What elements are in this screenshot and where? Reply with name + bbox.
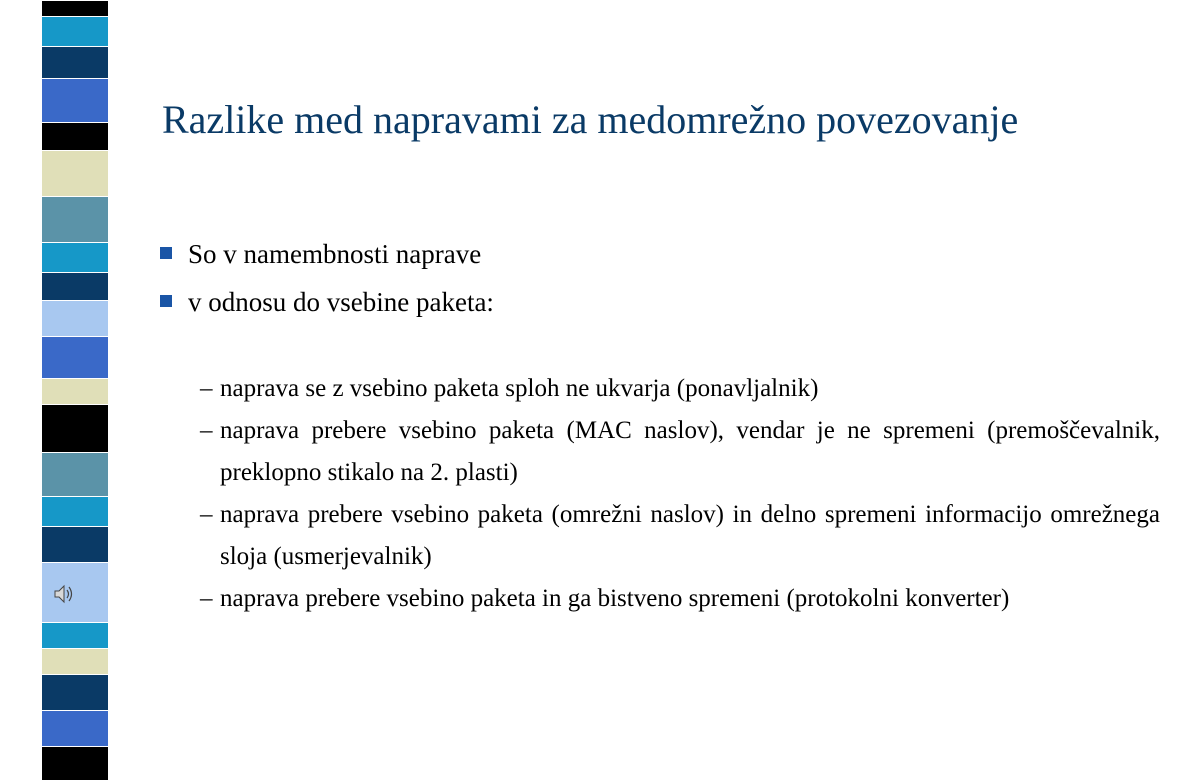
stripe-block <box>42 46 108 78</box>
bullet-item <box>160 278 1160 326</box>
dash-marker: – <box>200 417 213 444</box>
bullet-text: So v namembnosti naprave <box>188 239 482 269</box>
sub-bullet-text: naprava prebere vsebino paketa (omrežni naslov) in delno spremeni informacijo omrežnega sloja (usmerjevalnik) <box>220 501 1160 570</box>
stripe-block <box>42 16 108 46</box>
dash-marker: – <box>200 375 213 402</box>
stripe-block <box>42 622 108 648</box>
stripe-block <box>42 746 108 780</box>
stripe-block <box>42 272 108 300</box>
stripe-block <box>42 242 108 272</box>
bullet-square-icon <box>160 247 172 259</box>
dash-marker: – <box>200 501 213 528</box>
stripe-block <box>42 562 108 622</box>
sub-bullet-list <box>200 368 1160 620</box>
stripe-block <box>42 150 108 196</box>
stripe-block <box>42 710 108 746</box>
sub-bullet-item <box>200 494 1160 578</box>
bullet-list <box>160 230 1160 326</box>
stripe-block <box>42 404 108 452</box>
dash-marker: – <box>200 585 213 612</box>
bullet-square-icon <box>160 295 172 307</box>
sub-bullet-item <box>200 410 1160 494</box>
bullet-text: v odnosu do vsebine paketa: <box>188 287 494 317</box>
bullet-item <box>160 230 1160 278</box>
sub-bullet-item <box>200 578 1160 620</box>
stripe-block <box>42 452 108 496</box>
speaker-icon[interactable] <box>53 583 75 605</box>
stripe-block <box>42 648 108 674</box>
stripe-block <box>42 496 108 526</box>
stripe-block <box>42 300 108 336</box>
sub-bullet-text: naprava prebere vsebino paketa in ga bistveno spremeni (protokolni konverter) <box>220 585 1010 612</box>
stripe-block <box>42 378 108 404</box>
sub-bullet-item <box>200 368 1160 410</box>
stripe-block <box>42 196 108 242</box>
stripe-block <box>42 78 108 122</box>
sub-bullet-text: naprava se z vsebino paketa sploh ne ukvarja (ponavljalnik) <box>220 375 819 402</box>
decorative-stripe <box>42 0 108 780</box>
sub-bullet-text: naprava prebere vsebino paketa (MAC naslov), vendar je ne spremeni (premoščevalnik, preklopno stikalo na 2. plasti) <box>220 417 1160 486</box>
stripe-block <box>42 122 108 150</box>
stripe-block <box>42 526 108 562</box>
stripe-block <box>42 674 108 710</box>
slide-title: Razlike med napravami za medomrežno povezovanje <box>162 97 1019 142</box>
stripe-block <box>42 336 108 378</box>
